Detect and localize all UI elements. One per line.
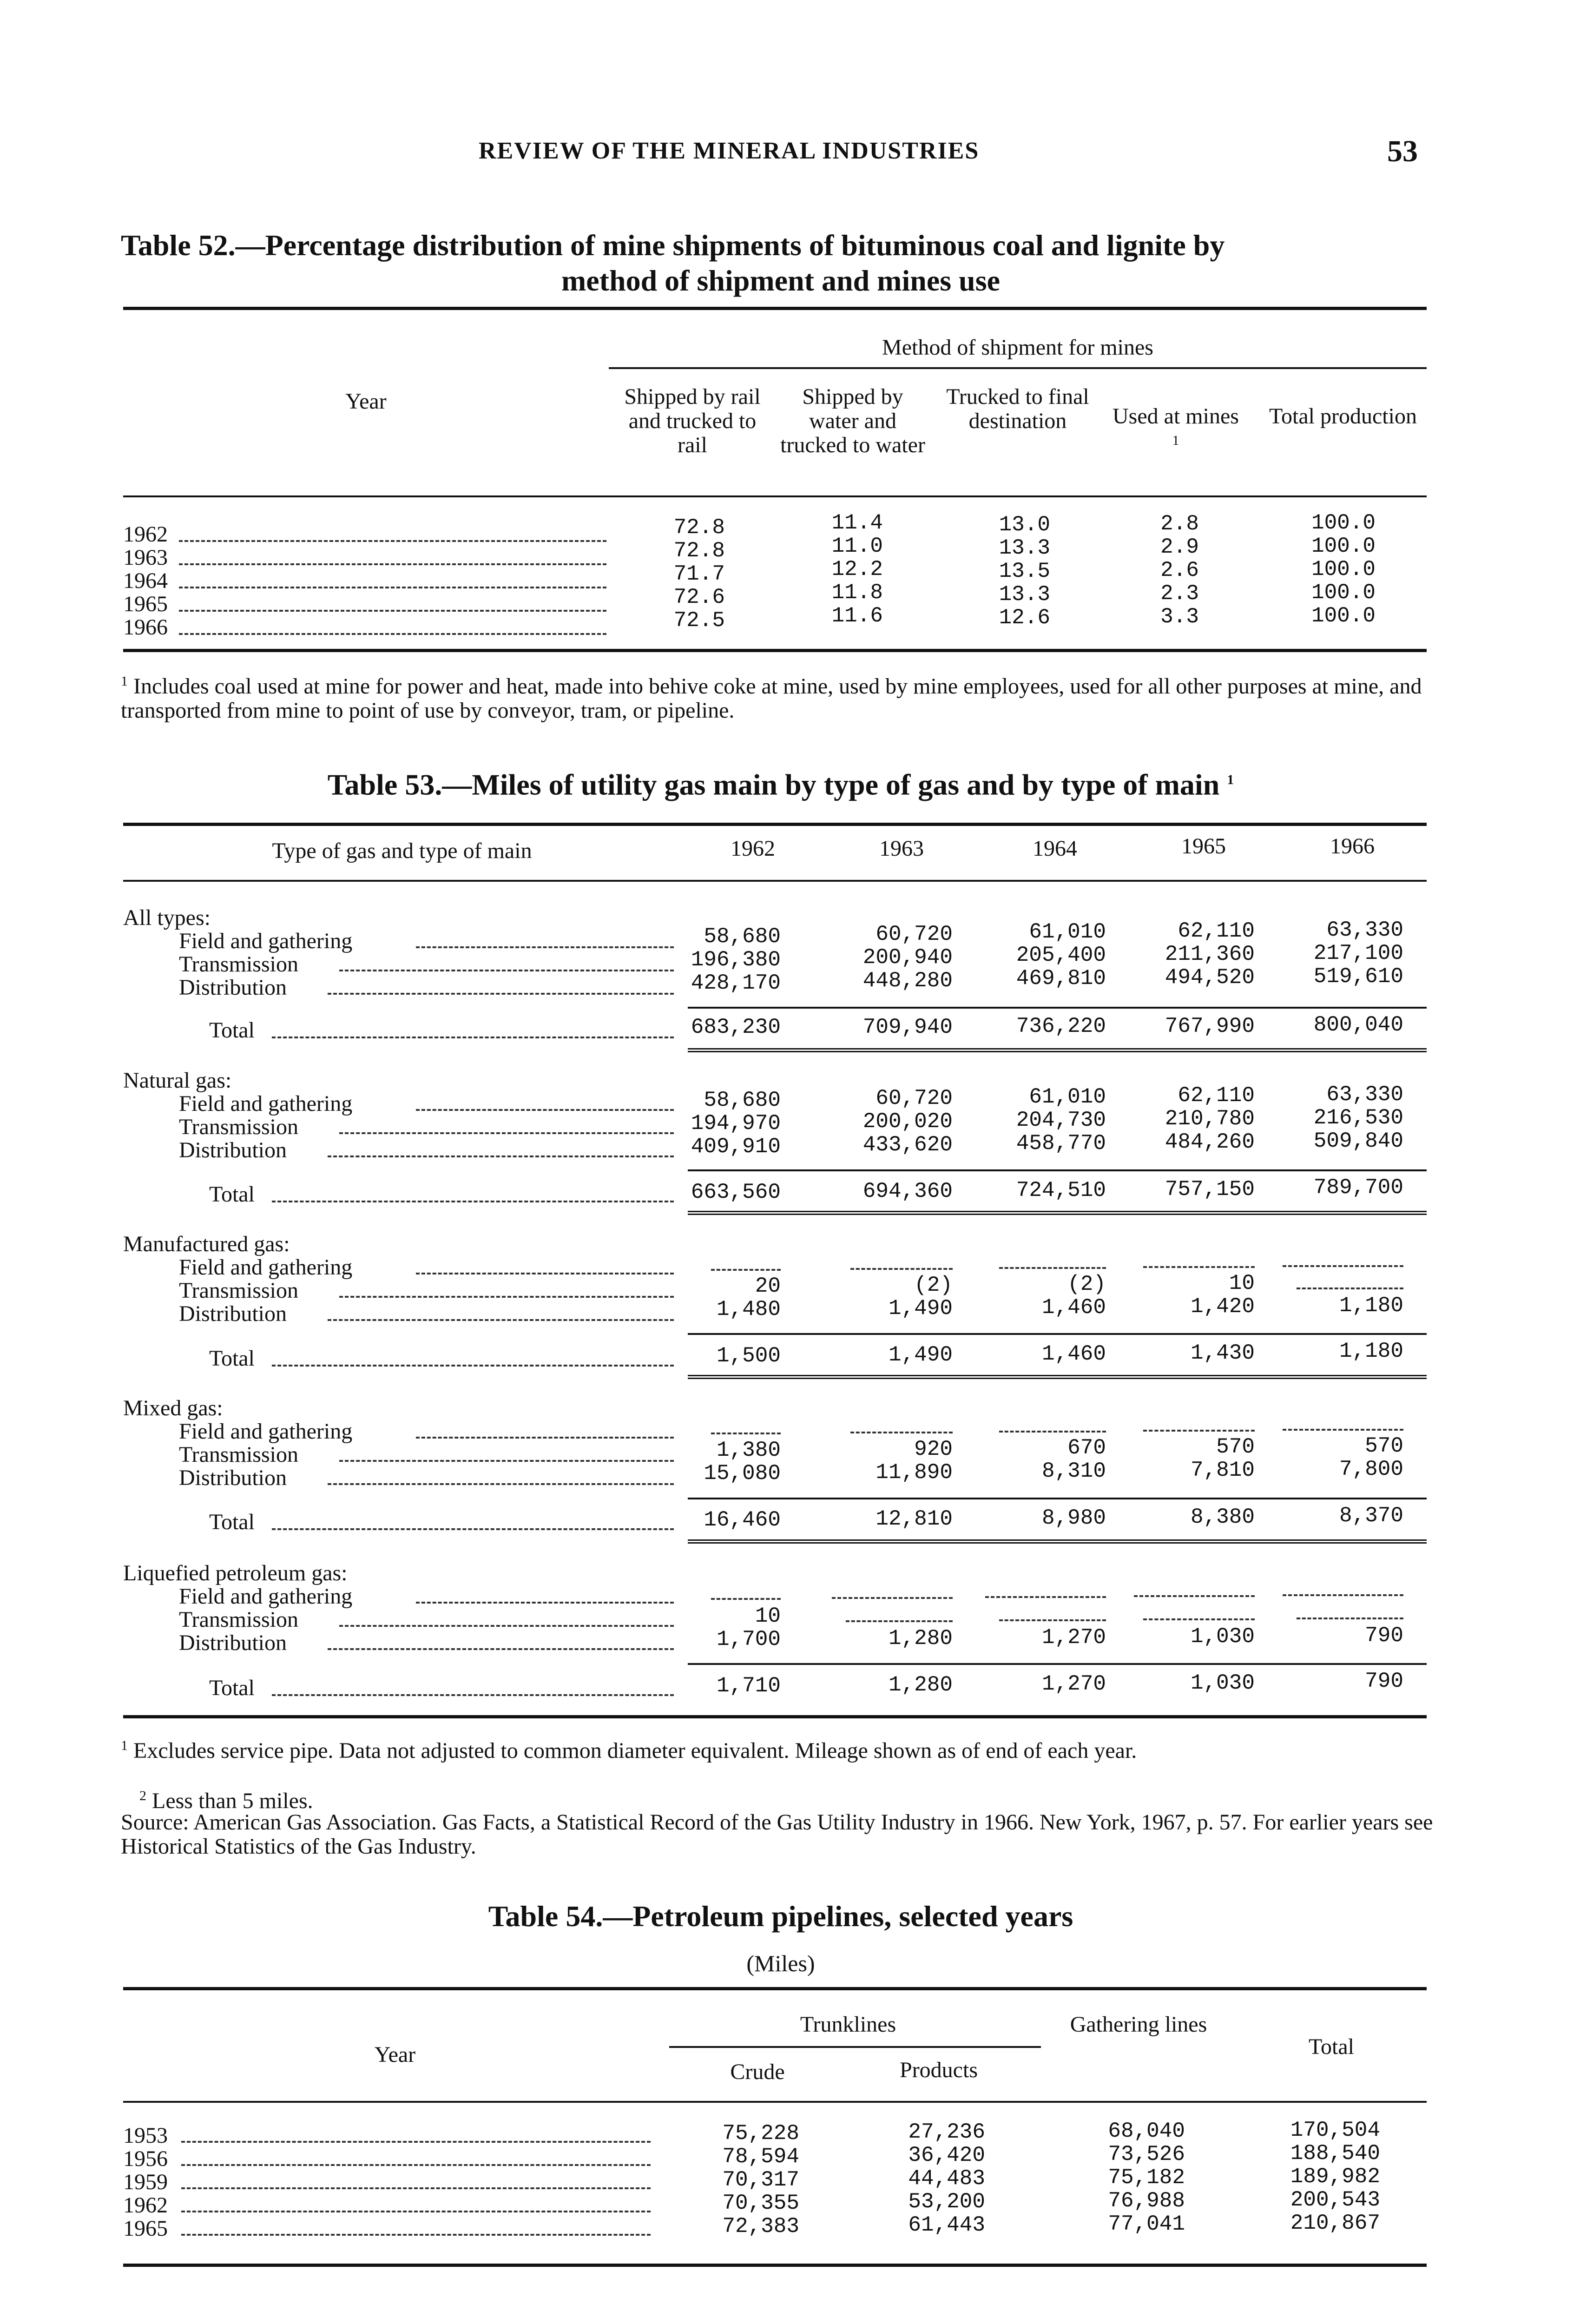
table53-man-total-1963: 1,490 <box>888 1343 953 1367</box>
table53-mix-1965: 570 7,810 <box>1190 1435 1255 1482</box>
table53-title: Table 53.—Miles of utility gas main by type of gas and by type of main $^1$ <box>327 768 1234 801</box>
table53-lpg-1963: 1,280 <box>888 1626 953 1651</box>
table53-lpg-leader-3 <box>328 1648 674 1650</box>
table53-all-total-1966: 800,040 <box>1313 1013 1403 1037</box>
table53-source: Source: American Gas Association. Gas Facts, a Statistical Record of the Gas Utility Industry in 1966. New York, 1967, p. 57. For earlier years see Historical Statistics of the Gas Industry. <box>121 1810 1433 1859</box>
table53-group-natural: Natural gas: <box>123 1069 232 1092</box>
table53-lpg-1964: 1,270 <box>1041 1625 1106 1650</box>
table54-gathering-header: Gathering lines <box>1070 2012 1207 2037</box>
table53-nat-leader-1 <box>416 1109 674 1111</box>
table53-lpg-total-label: Total <box>209 1677 255 1700</box>
table53-nat-1965: 62,110 210,780 484,260 <box>1165 1083 1255 1154</box>
table52-footnote: $^1$ Includes coal used at mine for power and heat, made into behive coke at mine, used by mine employees, used for all other purposes at mine, and transported from mine to point of use by conveyor, tram, or pipeline. <box>121 673 1422 723</box>
table53-mixed-rows: Field and gathering Transmission Distribution <box>179 1420 353 1490</box>
table53-nat-1966: 63,330 216,530 509,840 <box>1313 1083 1403 1153</box>
table53-man-1965: 10 1,420 <box>1190 1271 1255 1319</box>
table54-leader-3 <box>181 2187 651 2189</box>
table53-man-1962: 20 1,480 <box>716 1274 781 1321</box>
table53-group-manufactured: Manufactured gas: <box>123 1233 290 1256</box>
table52-col-used-at-mines: Used at mines $^1$ <box>1113 404 1239 448</box>
table53-top-rule <box>123 823 1427 826</box>
table53-all-1962: 58,680 196,380 428,170 <box>691 924 781 995</box>
table53-lpg-subtotal-rule <box>688 1663 1427 1665</box>
table53-all-total-leader <box>272 1037 674 1038</box>
table53-nat-double-rule <box>688 1211 1427 1215</box>
table53-man-leader-3 <box>328 1319 674 1321</box>
table53-nat-total-1962: 663,560 <box>691 1180 781 1204</box>
table53-man-1964: (2) 1,460 <box>1041 1272 1106 1320</box>
table53-nat-leader-3 <box>328 1155 674 1157</box>
table54-total-header: Total <box>1309 2034 1354 2059</box>
table53-lpg-total-1966: 790 <box>1365 1669 1403 1693</box>
table53-mix-subtotal-rule <box>688 1498 1427 1499</box>
table53-man-1966: 1,180 <box>1339 1294 1403 1318</box>
table53-mix-leader-1 <box>416 1437 674 1439</box>
table54-values-gathering: 68,040 73,526 75,182 76,988 77,041 <box>1108 2119 1185 2236</box>
table54-leader-5 <box>181 2234 651 2236</box>
table53-nat-total-1964: 724,510 <box>1016 1178 1106 1202</box>
table53-lpg-total-1964: 1,270 <box>1041 1672 1106 1696</box>
table53-all-leader-3 <box>328 993 674 995</box>
table53-lpg-rows: Field and gathering Transmission Distribution <box>179 1585 353 1655</box>
table53-mix-double-rule <box>688 1539 1427 1544</box>
table53-mix-total-1964: 8,980 <box>1041 1506 1106 1530</box>
table54-values-crude: 75,228 78,594 70,317 70,355 72,383 <box>722 2121 799 2238</box>
table54-values-total: 170,504 188,540 189,982 200,543 210,867 <box>1290 2118 1380 2235</box>
table53-mix-total-1963: 12,810 <box>876 1507 953 1531</box>
table52-group-header: Method of shipment for mines <box>882 335 1153 360</box>
table54-title: Table 54.—Petroleum pipelines, selected years <box>488 1900 1073 1933</box>
table53-all-subtotal-rule <box>688 1007 1427 1009</box>
table52-title <box>121 228 1441 298</box>
table52-leader-1 <box>179 540 606 542</box>
table53-manufactured-rows: Field and gathering Transmission Distribution <box>179 1256 353 1326</box>
table53-lpg-total-1965: 1,030 <box>1190 1671 1255 1695</box>
table54-year-stub: 1953 1956 1959 1962 1965 <box>123 2124 168 2240</box>
table52-top-rule <box>123 307 1427 310</box>
table53-nat-total-1966: 789,700 <box>1313 1175 1403 1200</box>
table52-year-header: Year <box>345 389 387 414</box>
table53-man-1963: (2) 1,490 <box>888 1273 953 1320</box>
table53-man-total-1964: 1,460 <box>1041 1342 1106 1366</box>
table53-mix-total-label: Total <box>209 1511 255 1534</box>
table54-top-rule <box>123 1987 1427 1990</box>
table53-lpg-leader-2 <box>339 1625 674 1627</box>
table53-year-header-1963: 1963 <box>879 836 924 861</box>
table53-stub-header: Type of gas and type of main <box>272 838 532 863</box>
table52-values-total: 100.0 100.0 100.0 100.0 100.0 <box>1311 511 1376 628</box>
table52-leader-3 <box>179 587 606 588</box>
table53-mix-leader-2 <box>339 1460 674 1462</box>
table53-footnote-2: $^2$ Less than 5 miles. <box>139 1788 313 1813</box>
table53-all-total-1962: 683,230 <box>691 1015 781 1039</box>
table52-values-water: 11.4 11.0 12.2 11.8 11.6 <box>831 511 883 628</box>
table53-all-double-rule <box>688 1048 1427 1052</box>
table52-bottom-rule <box>123 649 1427 652</box>
table53-group-all-types: All types: <box>123 906 211 930</box>
table52-col-total: Total production <box>1269 404 1417 429</box>
table53-mix-1966: 570 7,800 <box>1339 1434 1403 1481</box>
table53-all-leader-1 <box>416 946 674 948</box>
table54-crude-header: Crude <box>730 2060 785 2084</box>
table54-leader-2 <box>181 2164 651 2166</box>
table53-nat-total-1965: 757,150 <box>1165 1177 1255 1202</box>
table53-mix-total-1966: 8,370 <box>1339 1504 1403 1528</box>
table53-man-total-1966: 1,180 <box>1339 1339 1403 1363</box>
table53-all-1964: 61,010 205,400 469,810 <box>1016 920 1106 990</box>
table53-all-total-1963: 709,940 <box>862 1015 953 1039</box>
table53-group-lpg: Liquefied petroleum gas: <box>123 1562 348 1585</box>
table53-all-1966: 63,330 217,100 519,610 <box>1313 918 1403 989</box>
table53-year-header-1962: 1962 <box>731 836 775 861</box>
table53-mix-1964: 670 8,310 <box>1041 1436 1106 1483</box>
table54-products-header: Products <box>900 2058 978 2082</box>
table52-header-rule <box>123 495 1427 497</box>
table53-nat-1964: 61,010 204,730 458,770 <box>1016 1085 1106 1155</box>
table52-values-used-at-mines: 2.8 2.9 2.6 2.3 3.3 <box>1160 512 1199 629</box>
table53-mix-leader-3 <box>328 1483 674 1485</box>
table54-subtitle: (Miles) <box>746 1950 815 1976</box>
table52-values-rail: 72.8 72.8 71.7 72.6 72.5 <box>673 515 725 633</box>
table53-nat-subtotal-rule <box>688 1169 1427 1171</box>
table53-year-header-1965: 1965 <box>1181 834 1226 858</box>
table53-mix-1963: 920 11,890 <box>876 1437 953 1485</box>
table53-man-total-1962: 1,500 <box>716 1344 781 1368</box>
table53-lpg-1966: 790 <box>1365 1624 1403 1648</box>
table52-title-line2: method of shipment and mines use <box>561 264 1001 297</box>
table52-col-trucked: Trucked to final destination <box>946 384 1089 433</box>
table53-lpg-1965: 1,030 <box>1190 1624 1255 1649</box>
table52-leader-5 <box>179 633 606 635</box>
table53-bottom-rule <box>123 1715 1427 1718</box>
table54-leader-4 <box>181 2211 651 2212</box>
table53-nat-total-label: Total <box>209 1183 255 1206</box>
table53-all-total-1965: 767,990 <box>1165 1014 1255 1038</box>
table53-header-rule <box>123 880 1427 882</box>
table54-leader-1 <box>181 2141 651 2143</box>
table53-all-total-label: Total <box>209 1019 255 1042</box>
table53-all-1963: 60,720 200,940 448,280 <box>862 922 953 993</box>
table53-all-types-rows: Field and gathering Transmission Distribution <box>179 930 353 999</box>
table53-man-subtotal-rule <box>688 1333 1427 1335</box>
table53-man-leader-1 <box>416 1273 674 1274</box>
table52-leader-2 <box>179 563 606 565</box>
table54-values-products: 27,236 36,420 44,483 53,200 61,443 <box>908 2120 985 2237</box>
table53-mix-total-1965: 8,380 <box>1190 1505 1255 1529</box>
table53-man-leader-2 <box>339 1296 674 1298</box>
table53-group-mixed: Mixed gas: <box>123 1397 223 1420</box>
table52-col-rail: Shipped by rail and trucked to rail <box>624 384 761 457</box>
table54-bottom-rule <box>123 2264 1427 2267</box>
table53-mix-total-leader <box>272 1528 674 1530</box>
table53-year-header-1964: 1964 <box>1033 836 1077 861</box>
running-head: REVIEW OF THE MINERAL INDUSTRIES <box>479 138 980 164</box>
table53-nat-1963: 60,720 200,020 433,620 <box>862 1086 953 1157</box>
table53-man-total-1965: 1,430 <box>1190 1341 1255 1365</box>
table53-lpg-1962: 10 1,700 <box>716 1604 781 1651</box>
page-number: 53 <box>1387 134 1418 168</box>
table53-lpg-leader-1 <box>416 1602 674 1604</box>
table53-lpg-total-1962: 1,710 <box>716 1674 781 1698</box>
table53-nat-1962: 58,680 194,970 409,910 <box>691 1088 781 1159</box>
table54-trunklines-header: Trunklines <box>800 2012 896 2037</box>
table53-lpg-total-1963: 1,280 <box>888 1673 953 1697</box>
table53-footnote-1: $^1$ Excludes service pipe. Data not adjusted to common diameter equivalent. Mileage shown as of end of each year. <box>121 1738 1137 1763</box>
table53-all-total-1964: 736,220 <box>1016 1014 1106 1038</box>
table53-man-double-rule <box>688 1375 1427 1379</box>
table54-trunklines-rule <box>669 2046 1041 2048</box>
table53-all-1965: 62,110 211,360 494,520 <box>1165 919 1255 990</box>
table53-natural-rows: Field and gathering Transmission Distribution <box>179 1092 353 1162</box>
table53-nat-total-1963: 694,360 <box>862 1179 953 1203</box>
table52-leader-4 <box>179 610 606 612</box>
table53-man-total-label: Total <box>209 1347 255 1370</box>
table53-man-total-leader <box>272 1365 674 1367</box>
table52-values-trucked: 13.0 13.3 13.5 13.3 12.6 <box>999 513 1050 630</box>
table53-all-leader-2 <box>339 970 674 971</box>
table53-mix-1962: 1,380 15,080 <box>704 1438 781 1486</box>
table52-title-line1: Table 52.—Percentage distribution of mine shipments of bituminous coal and lignite by <box>121 229 1225 262</box>
table52-group-rule <box>609 367 1427 369</box>
table53-nat-total-leader <box>272 1201 674 1202</box>
table52-year-stub: 1962 1963 1964 1965 1966 <box>123 523 168 639</box>
table53-year-header-1966: 1966 <box>1330 834 1375 858</box>
table54-year-header: Year <box>374 2042 416 2067</box>
table53-nat-leader-2 <box>339 1132 674 1134</box>
table54-header-rule <box>123 2101 1427 2103</box>
table52-col-water: Shipped by water and trucked to water <box>780 384 925 457</box>
table53-lpg-total-leader <box>272 1694 674 1696</box>
table53-mix-total-1962: 16,460 <box>704 1508 781 1532</box>
